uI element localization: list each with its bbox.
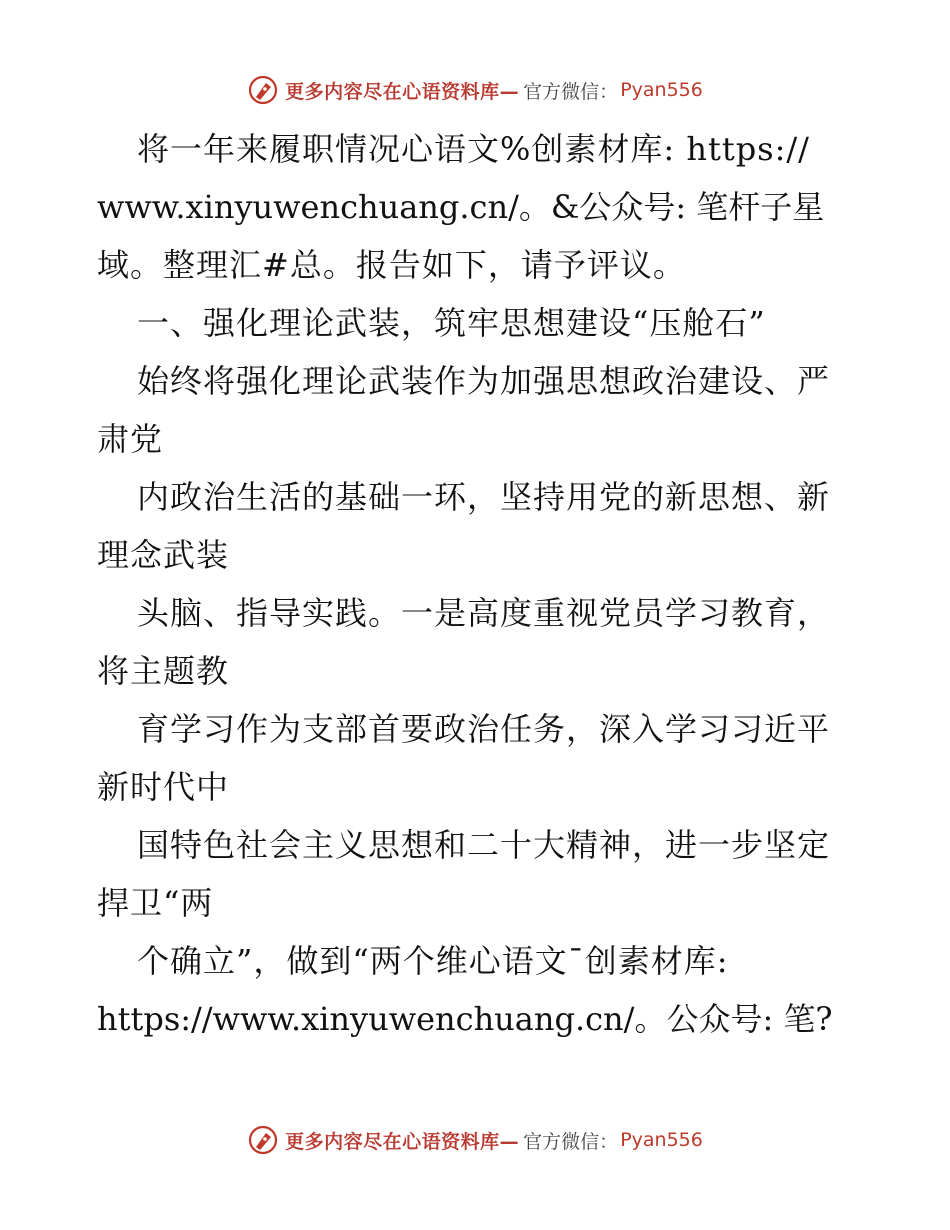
text-line: 将一年来履职情况心语文%创素材库: https:// [137,130,810,168]
pen-nib-icon [247,1124,279,1156]
text-line: 头脑、指导实践。一是高度重视党员学习教育， [137,594,831,632]
text-line: 肃党 [97,420,164,458]
footer-watermark-banner [0,1120,950,1160]
document-body [97,120,877,1048]
text-line: https://www.xinyuwenchuang.cn/。公众号: 笔? [97,1000,833,1038]
banner-wechat-label: 官方微信： [523,1130,619,1153]
text-line: 个确立”，做到“两个维心语文¯创素材库: [137,942,729,980]
banner-wechat-id: Pyan556 [620,79,703,101]
text-line: 始终将强化理论武装作为加强思想政治建设、严 [137,362,831,400]
banner-wechat-label: 官方微信： [523,80,619,103]
section-heading: 一、强化理论武装，筑牢思想建设“压舱石” [137,304,766,342]
text-line: 内政治生活的基础一环，坚持用党的新思想、新 [137,478,831,516]
text-line: 域。整理汇#总。报告如下，请予评议。 [97,246,686,284]
text-line: 将主题教 [97,652,230,690]
text-line: 育学习作为支部首要政治任务，深入学习习近平 [137,710,831,748]
text-line: 新时代中 [97,768,230,806]
text-line: 理念武装 [97,536,230,574]
pen-nib-icon [247,74,279,106]
banner-text: 更多内容尽在心语资料库— [285,1130,520,1153]
banner-wechat-id: Pyan556 [620,1129,703,1151]
header-watermark-banner [0,70,950,110]
text-line: 捍卫“两 [97,884,214,922]
text-line: www.xinyuwenchuang.cn/。&公众号: 笔杆子星 [97,188,825,226]
text-line: 国特色社会主义思想和二十大精神，进一步坚定 [137,826,831,864]
banner-text: 更多内容尽在心语资料库— [285,80,520,103]
